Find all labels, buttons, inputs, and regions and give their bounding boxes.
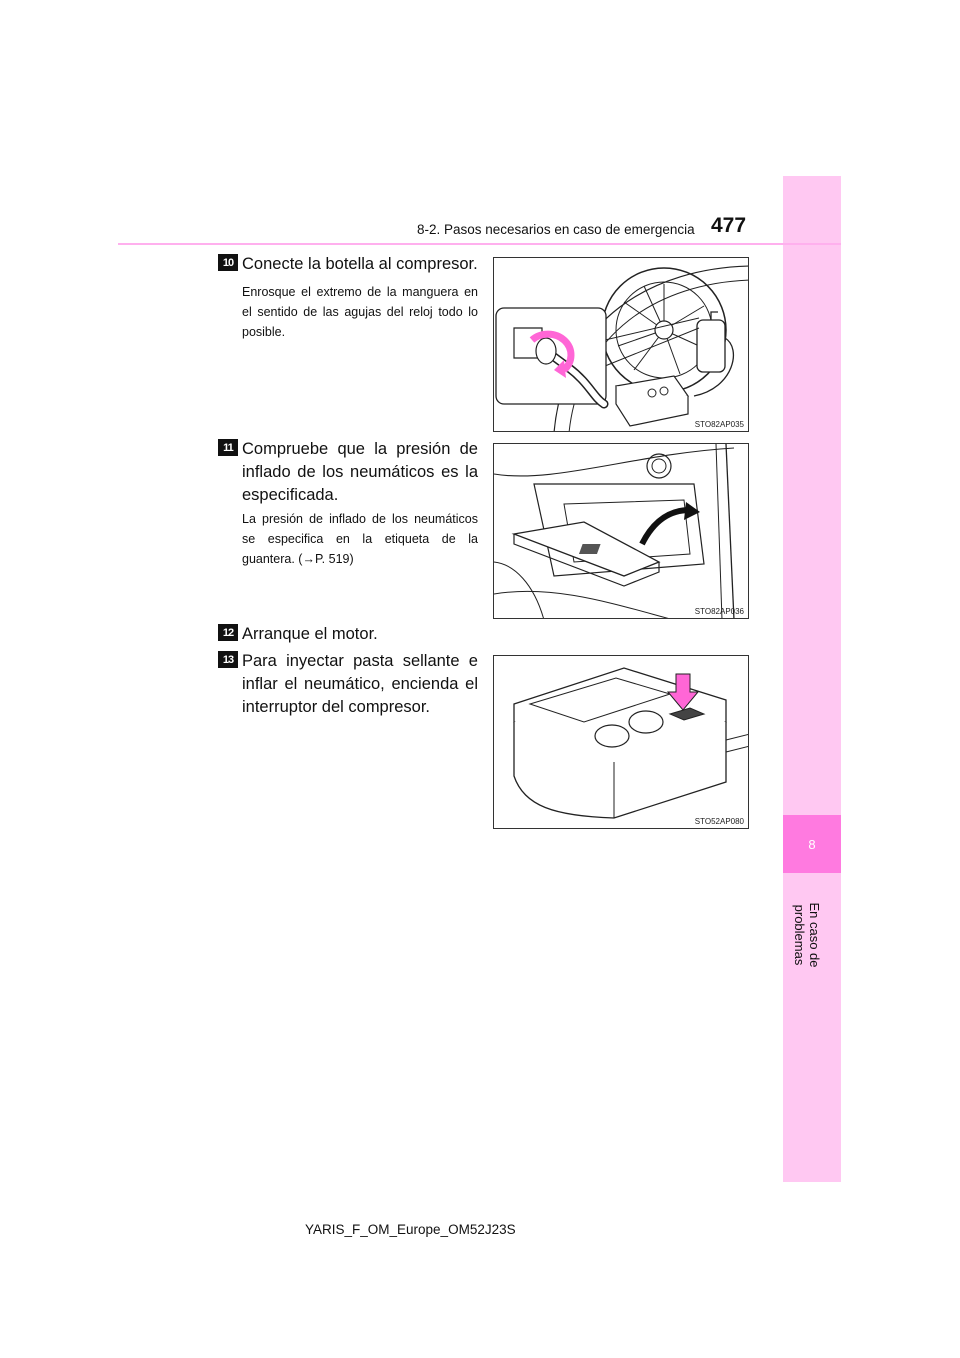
figure-code: STO82AP036: [694, 607, 744, 616]
document-id: YARIS_F_OM_Europe_OM52J23S: [305, 1222, 516, 1237]
header-divider: [118, 243, 841, 245]
chapter-label: En caso de problemas: [792, 902, 822, 968]
step-title: Compruebe que la presión de inflado de los neumáticos es la especificada.: [242, 440, 478, 504]
step-number-badge: 10: [218, 254, 238, 271]
hose-connection-illustration-icon: [493, 257, 749, 432]
step-description: La presión de inflado de los neumáticos se especifica en la etiqueta de la guantera. (→P. 519): [242, 512, 478, 566]
compressor-switch-illustration-icon: [493, 655, 749, 829]
step-number-badge: 13: [218, 651, 238, 668]
chapter-side-tab: [783, 176, 841, 1182]
step-title: Conecte la botella al compresor.: [242, 255, 478, 273]
step-description: Enrosque el extremo de la manguera en el sentido de las agujas del reloj todo lo posible.: [242, 285, 478, 339]
chapter-number: 8: [808, 836, 816, 852]
step-number-badge: 12: [218, 624, 238, 641]
page-number: 477: [711, 214, 747, 237]
section-title: 8-2. Pasos necesarios en caso de emergencia: [417, 222, 695, 237]
glovebox-label-illustration-icon: [493, 443, 749, 619]
step-title: Para inyectar pasta sellante e inflar el neumático, encienda el interruptor del compresor.: [242, 652, 478, 716]
figure-code: STO52AP080: [694, 817, 744, 826]
figure-code: STO82AP035: [694, 420, 744, 429]
step-title: Arranque el motor.: [242, 625, 378, 643]
step-number-badge: 11: [218, 439, 238, 456]
